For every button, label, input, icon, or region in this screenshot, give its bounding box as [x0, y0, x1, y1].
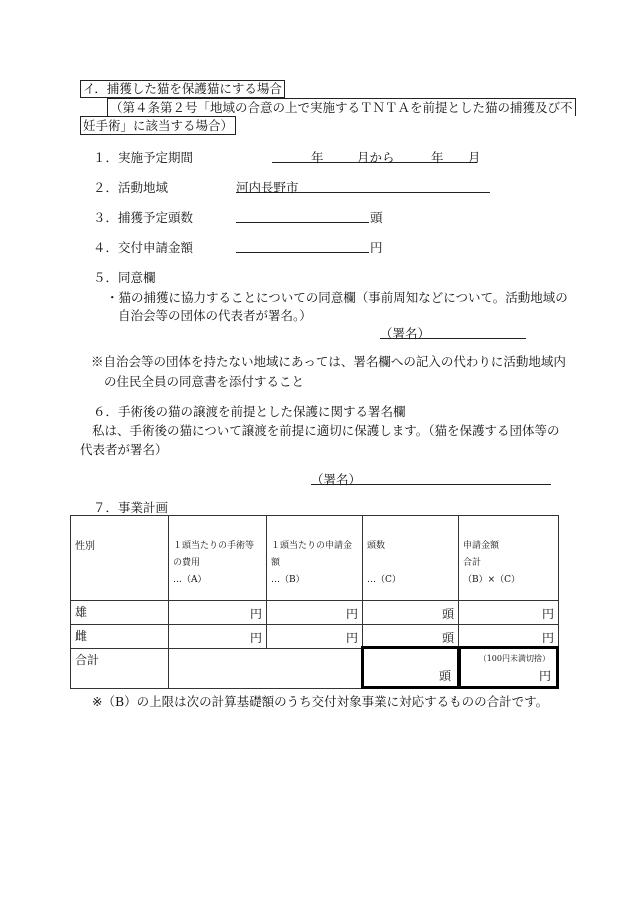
footnote: ※（B）の上限は次の計算基礎額のうち交付対象事業に対応するものの合計です。	[92, 694, 549, 709]
cell-request-female[interactable]: 円	[267, 625, 363, 649]
header-request: １頭当たりの申請金 額 …（B）	[267, 516, 363, 601]
cell-total-count[interactable]: 頭	[363, 649, 459, 689]
cell-total-empty	[169, 649, 363, 689]
consent-bullet-line1: ・猫の捕獲に協力することについての同意欄（事前周知などについて。活動地域の	[106, 290, 568, 305]
protection-label: ６．手術後の猫の譲渡を前提とした保護に関する署名欄	[93, 404, 406, 419]
count-underline[interactable]	[236, 222, 369, 223]
amount-unit: 円	[370, 240, 383, 255]
section-title: イ．捕獲した猫を保護猫にする場合	[80, 80, 285, 98]
cell-cost-male[interactable]: 円	[169, 601, 267, 625]
table-row	[71, 601, 559, 625]
area-label: ２．活動地域	[93, 180, 169, 195]
plan-label: ７．事業計画	[93, 500, 169, 515]
consent-bullet-line2: 自治会等の団体の代表者が署名。）	[118, 308, 312, 323]
amount-label: ４．交付申請金額	[93, 240, 194, 255]
subtitle-line2: 妊手術」に該当する場合）	[80, 116, 236, 135]
count-label: ３．捕獲予定頭数	[93, 210, 194, 225]
cell-total-male[interactable]: 円	[459, 601, 559, 625]
cell-cost-female[interactable]: 円	[169, 625, 267, 649]
cell-total-female[interactable]: 円	[459, 625, 559, 649]
period-year1: 年	[311, 150, 324, 165]
period-month: 月	[468, 150, 481, 165]
total-amount-thick-border	[458, 646, 559, 689]
area-value: 河内長野市	[236, 180, 299, 195]
row-label-male: 雄	[71, 601, 169, 625]
cell-count-male[interactable]: 頭	[363, 601, 459, 625]
consent-signature-line[interactable]	[380, 338, 526, 339]
cell-request-male[interactable]: 円	[267, 601, 363, 625]
total-count-thick-border	[361, 646, 460, 689]
note-line2: の住民全員の同意書を添付すること	[104, 374, 305, 389]
header-sex: 性別	[71, 516, 169, 601]
protection-text-line2: 代表者が署名）	[80, 442, 168, 457]
consent-label: ５．同意欄	[93, 270, 156, 285]
header-count: 頭数 …（C）	[363, 516, 459, 601]
row-label-total: 合計	[71, 649, 169, 689]
header-cost: １頭当たりの手術等 の費用 …（A）	[169, 516, 267, 601]
period-year2: 年	[431, 150, 444, 165]
protection-signature-line[interactable]	[311, 484, 551, 485]
consent-signature-label: （署名）	[380, 326, 431, 341]
total-amount-unit: 円	[538, 669, 551, 683]
total-rounding-note: （100円未満切捨）	[478, 654, 550, 663]
period-label: １．実施予定期間	[93, 150, 194, 165]
cell-count-female[interactable]: 頭	[363, 625, 459, 649]
protection-text-line1: 私は、手術後の猫について譲渡を前提に適切に保護します。（猫を保護する団体等の	[92, 423, 560, 438]
header-total: 申請金額 合計 （B）×（C）	[459, 516, 559, 601]
row-label-female: 雌	[71, 625, 169, 649]
period-month-from: 月から	[357, 150, 395, 165]
table-header-row	[71, 516, 559, 601]
amount-underline[interactable]	[236, 252, 369, 253]
count-unit: 頭	[370, 210, 383, 225]
protection-signature-label: （署名）	[311, 472, 362, 487]
subtitle-line1: （第４条第２号「地域の合意の上で実施するＴＮＴＡを前提とした猫の捕獲及び不	[107, 98, 576, 116]
table-row	[71, 625, 559, 649]
subtitle-box	[80, 98, 573, 134]
note-line1: ※自治会等の団体を持たない地域にあっては、署名欄への記入の代わりに活動地域内	[91, 354, 566, 369]
